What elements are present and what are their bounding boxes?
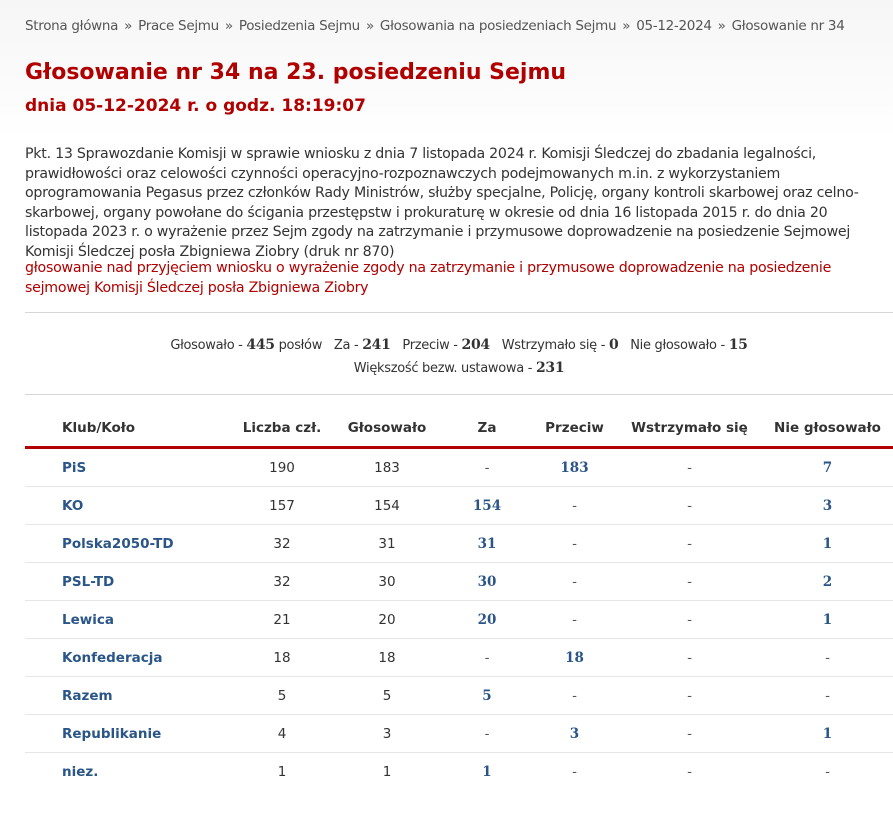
vote-count-link[interactable]: 7 — [822, 459, 833, 476]
vote-count-link[interactable]: 20 — [477, 611, 497, 628]
table-row — [25, 639, 893, 677]
breadcrumb-separator: » — [717, 18, 726, 34]
club-link[interactable]: PSL-TD — [62, 573, 115, 590]
cell-for[interactable] — [442, 487, 532, 525]
cell-for[interactable] — [442, 563, 532, 601]
club-link[interactable]: Republikanie — [62, 725, 162, 742]
cell-value: 5 — [277, 687, 287, 704]
header-against: Przeciw — [532, 410, 617, 448]
vote-count-link[interactable]: 1 — [822, 725, 833, 742]
cell-value: - — [825, 687, 830, 704]
cell-members — [232, 715, 332, 753]
cell-value: 18 — [273, 649, 291, 666]
cell-voted — [332, 448, 442, 487]
cell-abstained — [617, 677, 762, 715]
page-title: Głosowanie nr 34 na 23. posiedzeniu Sejmu — [25, 60, 567, 85]
summary-majority-label: Większość bezw. ustawowa - — [353, 361, 536, 376]
breadcrumb — [25, 18, 845, 34]
cell-abstained — [617, 715, 762, 753]
summary-line-1 — [25, 334, 893, 357]
header-voted: Głosowało — [332, 410, 442, 448]
cell-value: - — [687, 573, 692, 590]
summary-not-voted — [630, 338, 747, 353]
table-row — [25, 677, 893, 715]
vote-count-link[interactable]: 5 — [482, 687, 492, 704]
cell-voted — [332, 677, 442, 715]
cell-value: - — [484, 725, 490, 742]
vote-count-link[interactable]: 1 — [482, 763, 492, 780]
header-not-voted: Nie głosowało — [762, 410, 893, 448]
cell-value: - — [572, 497, 577, 514]
cell-against — [532, 601, 617, 639]
cell-value: 20 — [378, 611, 396, 628]
summary-voted-suffix: posłów — [274, 338, 323, 353]
breadcrumb-separator: » — [622, 18, 631, 34]
vote-count-link[interactable]: 18 — [565, 649, 584, 666]
cell-members — [232, 525, 332, 563]
vote-count-link[interactable]: 2 — [822, 573, 833, 590]
votes-by-club-table — [25, 410, 893, 790]
summary-not-voted-label: Nie głosowało - — [630, 338, 729, 353]
cell-value: 190 — [269, 459, 295, 476]
cell-value: - — [687, 649, 692, 666]
cell-value: - — [572, 611, 577, 628]
table-row — [25, 563, 893, 601]
cell-abstained — [617, 601, 762, 639]
summary-line-2 — [25, 357, 893, 380]
breadcrumb-current: Głosowanie nr 34 — [731, 18, 845, 34]
cell-value: 18 — [378, 649, 396, 666]
cell-value: 21 — [273, 611, 291, 628]
vote-subject: głosowanie nad przyjęciem wniosku o wyrażenie zgody na zatrzymanie i przymusowe doprowadzenie na posiedzenie sejmowej Komisji Śledczej posła Zbigniewa Ziobry — [25, 260, 832, 296]
cell-club — [25, 601, 232, 639]
club-link[interactable]: Lewica — [62, 611, 114, 628]
cell-not-voted[interactable] — [762, 487, 893, 525]
summary-against — [402, 338, 489, 353]
cell-against[interactable] — [532, 448, 617, 487]
cell-against — [532, 677, 617, 715]
cell-club — [25, 715, 232, 753]
cell-voted — [332, 563, 442, 601]
club-link[interactable]: KO — [62, 497, 84, 514]
summary-against-label: Przeciw - — [402, 338, 462, 353]
cell-value: 30 — [378, 573, 396, 590]
cell-value: 32 — [273, 573, 291, 590]
summary-voted-label: Głosowało - — [170, 338, 247, 353]
header-club: Klub/Koło — [25, 410, 232, 448]
cell-abstained — [617, 563, 762, 601]
cell-value: 1 — [277, 763, 287, 780]
summary-for — [334, 338, 391, 353]
cell-value: 183 — [374, 459, 400, 476]
cell-not-voted[interactable] — [762, 563, 893, 601]
cell-against — [532, 525, 617, 563]
divider — [25, 312, 893, 313]
cell-value: - — [687, 725, 692, 742]
cell-members — [232, 677, 332, 715]
vote-count-link[interactable]: 31 — [477, 535, 497, 552]
cell-club — [25, 677, 232, 715]
cell-members — [232, 753, 332, 791]
breadcrumb-posiedzenia[interactable]: Posiedzenia Sejmu — [238, 18, 360, 34]
vote-count-link[interactable]: 183 — [560, 459, 589, 476]
cell-not-voted — [762, 753, 893, 791]
cell-club — [25, 525, 232, 563]
cell-not-voted[interactable] — [762, 715, 893, 753]
vote-count-link[interactable]: 1 — [822, 535, 833, 552]
cell-for[interactable] — [442, 525, 532, 563]
cell-abstained — [617, 525, 762, 563]
cell-value: - — [687, 611, 692, 628]
cell-voted — [332, 753, 442, 791]
cell-value: - — [572, 687, 577, 704]
breadcrumb-prace-sejmu[interactable]: Prace Sejmu — [138, 18, 219, 34]
club-link[interactable]: niez. — [62, 763, 99, 780]
cell-voted — [332, 601, 442, 639]
breadcrumb-date[interactable]: 05-12-2024 — [636, 18, 712, 34]
summary-abstained — [502, 338, 619, 353]
cell-for[interactable] — [442, 601, 532, 639]
cell-abstained — [617, 487, 762, 525]
cell-value: 154 — [374, 497, 400, 514]
vote-summary — [25, 334, 893, 380]
table-body — [25, 448, 893, 791]
cell-voted — [332, 525, 442, 563]
cell-value: - — [572, 535, 577, 552]
cell-for[interactable] — [442, 677, 532, 715]
cell-voted — [332, 715, 442, 753]
cell-for — [442, 715, 532, 753]
club-link[interactable]: Konfederacja — [62, 649, 163, 666]
cell-value: - — [687, 763, 692, 780]
cell-voted — [332, 487, 442, 525]
summary-for-label: Za - — [333, 338, 363, 353]
club-link[interactable]: Razem — [62, 687, 113, 704]
cell-members — [232, 487, 332, 525]
cell-club — [25, 563, 232, 601]
vote-description: Pkt. 13 Sprawozdanie Komisji w sprawie wniosku z dnia 7 listopada 2024 r. Komisji Śledczej do zbadania legalności, prawidłowości oraz celowości czynności operacyjno-rozpoznawczych podejmowanych m.in. z wykorzystaniem oprogramowania Pegasus przez członków Rady Ministrów, służby specjalne, Policję, organy kontroli skarbowej oraz celno-skarbowej, organy powołane do ścigania przestępstw i prokuraturę w okresie od dnia 16 listopada 2015 r. do dnia 20 listopada 2023 r. o wyrażenie przez Sejm zgody na zatrzymanie i przymusowe doprowadzenie na posiedzenie Sejmowej Komisji Śledczej posła Zbigniewa Ziobry (druk nr 870) — [25, 146, 859, 260]
vote-count-link[interactable]: 154 — [472, 497, 502, 514]
cell-voted — [332, 639, 442, 677]
cell-club — [25, 639, 232, 677]
cell-value: - — [572, 763, 577, 780]
table-row — [25, 715, 893, 753]
summary-for-value: 241 — [362, 337, 391, 353]
table-row — [25, 487, 893, 525]
header-for: Za — [442, 410, 532, 448]
cell-value: 32 — [273, 535, 291, 552]
breadcrumb-separator: » — [124, 18, 133, 34]
cell-value: - — [687, 459, 692, 476]
cell-value: - — [825, 763, 830, 780]
table-row — [25, 601, 893, 639]
summary-majority-value: 231 — [535, 360, 565, 376]
cell-value: 31 — [378, 535, 396, 552]
cell-against[interactable] — [532, 715, 617, 753]
cell-value: 5 — [382, 687, 392, 704]
vote-count-link[interactable]: 3 — [822, 497, 833, 514]
summary-voted-value: 445 — [246, 337, 275, 353]
breadcrumb-home[interactable]: Strona główna — [25, 18, 119, 34]
vote-count-link[interactable]: 30 — [477, 573, 497, 590]
page-subtitle: dnia 05-12-2024 r. o godz. 18:19:07 — [25, 96, 366, 116]
cell-members — [232, 448, 332, 487]
summary-not-voted-value: 15 — [728, 337, 748, 353]
cell-for — [442, 639, 532, 677]
cell-members — [232, 639, 332, 677]
cell-abstained — [617, 753, 762, 791]
summary-against-value: 204 — [461, 337, 490, 353]
cell-value: - — [825, 649, 830, 666]
cell-value: - — [572, 573, 577, 590]
cell-club — [25, 487, 232, 525]
cell-value: - — [687, 497, 692, 514]
cell-members — [232, 601, 332, 639]
cell-value: 157 — [269, 497, 295, 514]
club-link[interactable]: PiS — [62, 459, 87, 476]
cell-value: - — [484, 459, 490, 476]
cell-members — [232, 563, 332, 601]
cell-not-voted[interactable] — [762, 448, 893, 487]
table-header-row — [25, 410, 893, 448]
cell-not-voted — [762, 639, 893, 677]
summary-abstained-value: 0 — [608, 337, 619, 353]
vote-count-link[interactable]: 1 — [822, 611, 833, 628]
vote-count-link[interactable]: 3 — [569, 725, 580, 742]
cell-against[interactable] — [532, 639, 617, 677]
breadcrumb-separator: » — [365, 18, 374, 34]
cell-against — [532, 563, 617, 601]
cell-value: - — [687, 687, 692, 704]
cell-value: 1 — [382, 763, 392, 780]
cell-for — [442, 448, 532, 487]
club-link[interactable]: Polska2050-TD — [62, 535, 174, 552]
cell-for[interactable] — [442, 753, 532, 791]
cell-value: 3 — [382, 725, 392, 742]
cell-abstained — [617, 639, 762, 677]
table-row — [25, 525, 893, 563]
divider — [25, 394, 893, 395]
cell-club — [25, 448, 232, 487]
cell-against — [532, 487, 617, 525]
cell-not-voted[interactable] — [762, 601, 893, 639]
header-abstained: Wstrzymało się — [617, 410, 762, 448]
breadcrumb-separator: » — [224, 18, 233, 34]
cell-abstained — [617, 448, 762, 487]
breadcrumb-glosowania[interactable]: Głosowania na posiedzeniach Sejmu — [379, 18, 617, 34]
table-row — [25, 448, 893, 487]
header-members: Liczba czł. — [232, 410, 332, 448]
cell-against — [532, 753, 617, 791]
summary-voted — [170, 338, 322, 353]
cell-club — [25, 753, 232, 791]
summary-abstained-label: Wstrzymało się - — [501, 338, 609, 353]
cell-value: - — [687, 535, 692, 552]
cell-value: - — [484, 649, 490, 666]
cell-not-voted — [762, 677, 893, 715]
cell-value: 4 — [277, 725, 287, 742]
table-row — [25, 753, 893, 791]
cell-not-voted[interactable] — [762, 525, 893, 563]
